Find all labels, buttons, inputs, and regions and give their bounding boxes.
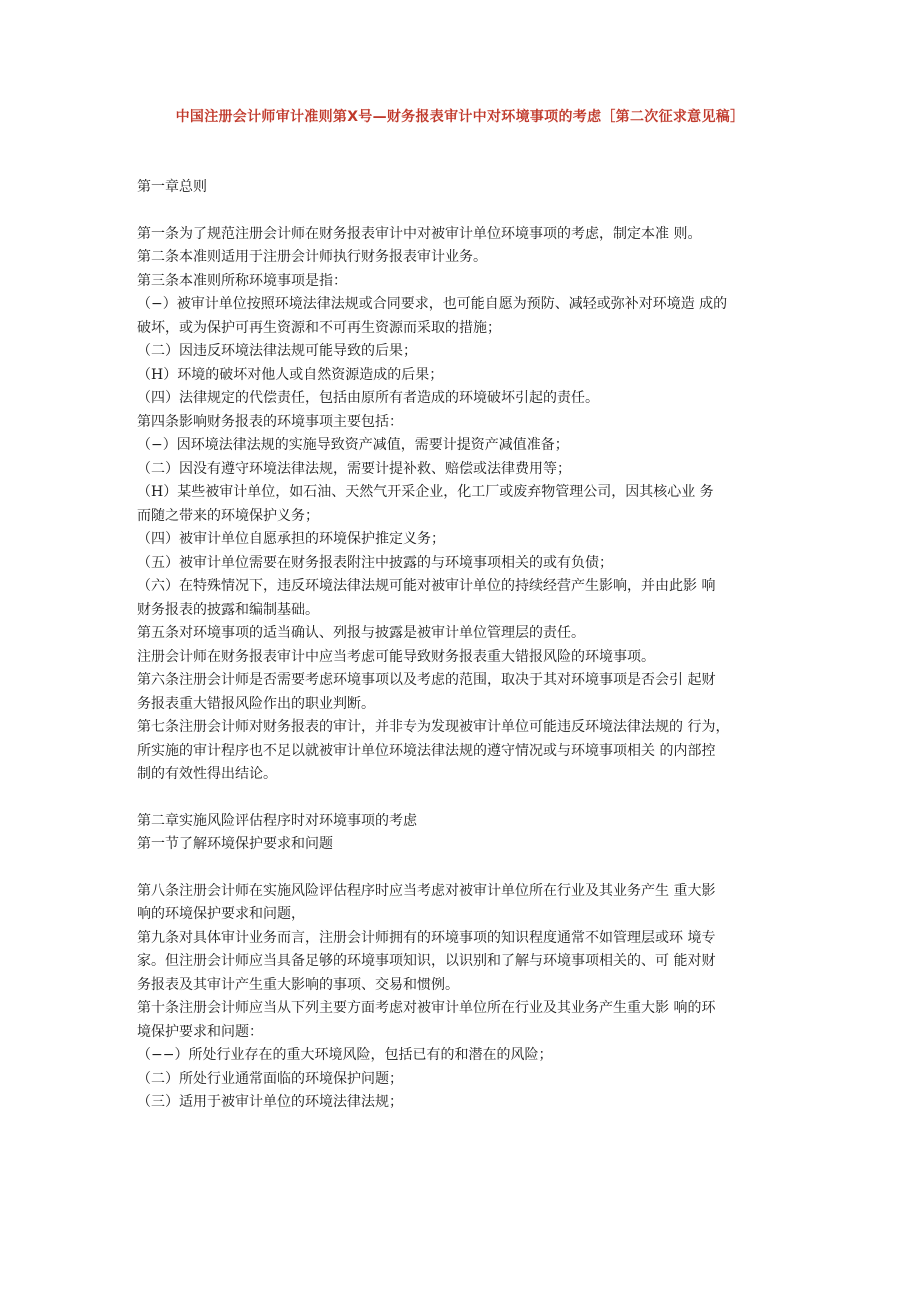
text-line: （六）在特殊情况下，违反环境法律法规可能对被审计单位的持续经营产生影响，并由此影 响 bbox=[137, 578, 716, 594]
text-line: 第一条为了规范注册会计师在财务报表审计中对被审计单位环境事项的考虑，制定本准 则。 bbox=[137, 225, 702, 242]
text-line: 制的有效性得出结论。 bbox=[137, 766, 277, 782]
text-line: 注册会计师在财务报表审计中应当考虑可能导致财务报表重大错报风险的环境事项。 bbox=[137, 648, 655, 665]
text-line: 响的环境保护要求和问题， bbox=[137, 906, 305, 922]
text-line: （−）被审计单位按照环境法律法规或合同要求，也可能自愿为预防、减轻或弥补对环境造 成的 bbox=[137, 296, 728, 312]
text-line: （四）被审计单位自愿承担的环境保护推定义务； bbox=[137, 531, 445, 547]
text-line: （−）因环境法律法规的实施导致资产减值，需要计提资产减值准备； bbox=[137, 437, 569, 453]
text-line: 第三条本准则所称环境事项是指： bbox=[137, 272, 347, 289]
text-line: 而随之带来的环境保护义务； bbox=[137, 507, 319, 524]
text-line: （三）适用于被审计单位的环境法律法规； bbox=[137, 1094, 403, 1110]
text-line: （二）因没有遵守环境法律法规，需要计提补救、赔偿或法律费用等； bbox=[137, 460, 571, 477]
text-line: 破坏，或为保护可再生资源和不可再生资源而采取的措施； bbox=[137, 319, 501, 336]
spacer bbox=[137, 200, 787, 223]
text-line: 第十条注册会计师应当从下列主要方面考虑对被审计单位所在行业及其业务产生重大影 响的环 bbox=[137, 1000, 716, 1016]
text-line: 财务报表的披露和编制基础。 bbox=[137, 601, 319, 618]
text-line: （五）被审计单位需要在财务报表附注中披露的与环境事项相关的或有负债； bbox=[137, 554, 613, 571]
text-line: 第七条注册会计师对财务报表的审计，并非专为发现被审计单位可能违反环境法律法规的 行为， bbox=[137, 719, 730, 735]
text-line: 第九条对具体审计业务而言，注册会计师拥有的环境事项的知识程度通常不如管理层或环 境专 bbox=[137, 929, 716, 946]
text-line: 务报表及其审计产生重大影响的事项、交易和惯例。 bbox=[137, 976, 459, 993]
text-line: （二）因违反环境法律法规可能导致的后果； bbox=[137, 343, 417, 359]
text-line: 所实施的审计程序也不足以就被审计单位环境法律法规的遵守情况或与环境事项相关 的内部控 bbox=[137, 742, 716, 759]
section-1-paragraphs bbox=[137, 880, 787, 1115]
document-title: 中国注册会计师审计准则第X号—财务报表审计中对环境事项的考虑［第二次征求意见稿］ bbox=[175, 109, 745, 125]
text-line: （二）所处行业通常面临的环境保护问题； bbox=[137, 1070, 403, 1087]
section-heading-1: 第一节了解环境保护要求和问题 bbox=[137, 836, 333, 852]
spacer bbox=[137, 787, 787, 810]
text-line: （H）某些被审计单位，如石油、天然气开采企业，化工厂或废弃物管理公司，因其核心业 务 bbox=[137, 484, 714, 500]
text-line: 第四条影响财务报表的环境事项主要包括： bbox=[137, 413, 403, 430]
document-body bbox=[137, 176, 787, 1115]
text-line: 家。但注册会计师应当具备足够的环境事项知识，以识别和了解与环境事项相关的、可 能对财 bbox=[137, 953, 716, 969]
text-line: （−−）所处行业存在的重大环境风险，包括已有的和潜在的风险； bbox=[137, 1047, 553, 1063]
spacer bbox=[137, 857, 787, 880]
text-line: 第八条注册会计师在实施风险评估程序时应当考虑对被审计单位所在行业及其业务产生 重大影 bbox=[137, 882, 716, 899]
chapter-1-paragraphs bbox=[137, 223, 787, 787]
text-line: （H）环境的破坏对他人或自然资源造成的后果； bbox=[137, 366, 444, 383]
text-line: （四）法律规定的代偿责任，包括由原所有者造成的环境破坏引起的责任。 bbox=[137, 390, 599, 406]
text-line: 务报表重大错报风险作出的职业判断。 bbox=[137, 695, 375, 712]
text-line: 境保护要求和问题： bbox=[137, 1023, 263, 1040]
text-line: 第二条本准则适用于注册会计师执行财务报表审计业务。 bbox=[137, 249, 487, 265]
text-line: 第五条对环境事项的适当确认、列报与披露是被审计单位管理层的责任。 bbox=[137, 625, 585, 641]
text-line: 第六条注册会计师是否需要考虑环境事项以及考虑的范围，取决于其对环境事项是否会引 起财 bbox=[137, 672, 716, 688]
chapter-heading-2: 第二章实施风险评估程序时对环境事项的考虑 bbox=[137, 812, 417, 829]
chapter-heading-1: 第一章总则 bbox=[137, 179, 207, 195]
